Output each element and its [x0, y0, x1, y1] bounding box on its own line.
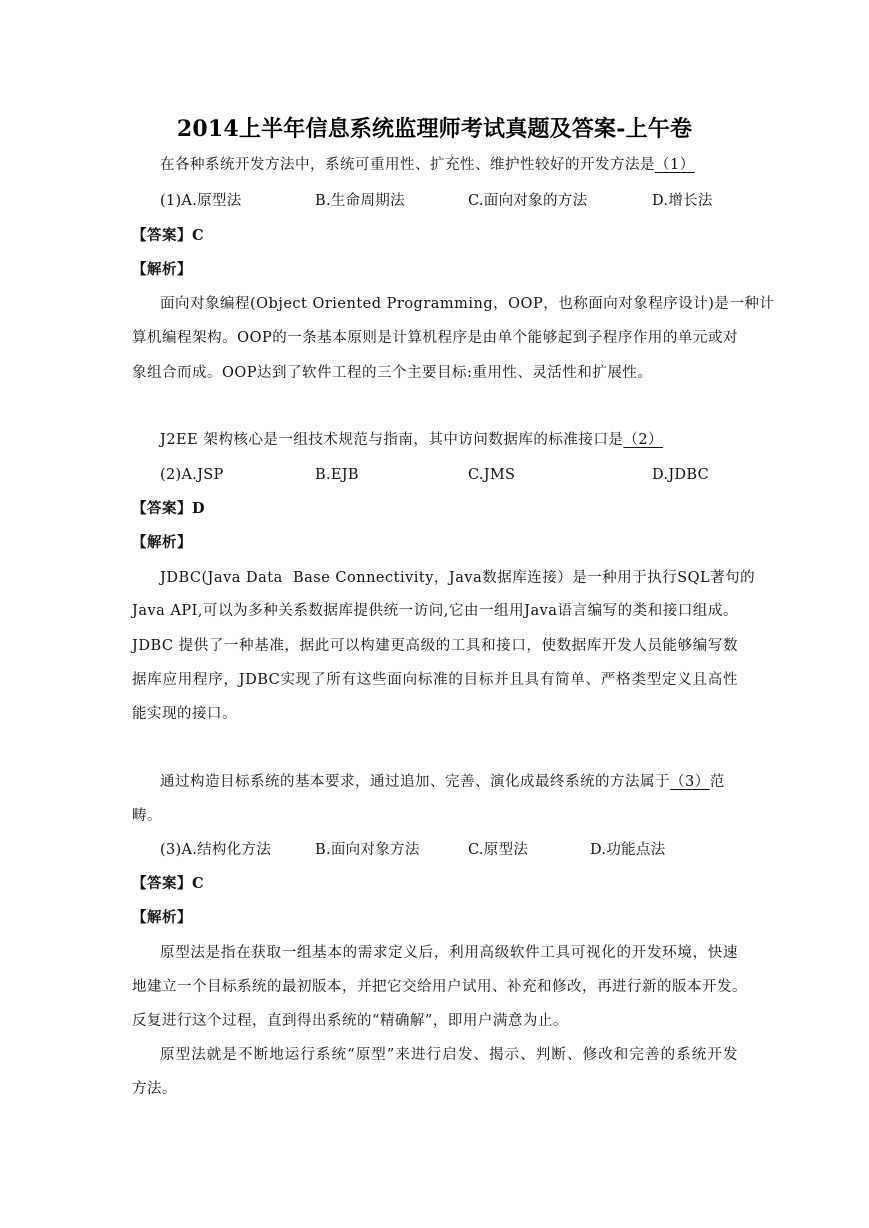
q2-analysis-line: JDBC 提供了一种基准，据此可以构建更高级的工具和接口，使数据库开发人员能够编写数	[132, 638, 738, 654]
question-2-text: J2EE 架构核心是一组技术规范与指南，其中访问数据库的标准接口是	[160, 432, 624, 448]
question-3-stem	[160, 772, 738, 792]
q2-option-c: C.JMS	[468, 467, 516, 483]
q2-answer: 【答案】D	[132, 500, 206, 517]
q2-analysis-heading: 【解析】	[132, 534, 192, 551]
q1-option-c: C.面向对象的方法	[468, 193, 588, 209]
q1-analysis-heading: 【解析】	[132, 261, 192, 278]
question-3-stem-line-2: 畴。	[132, 808, 162, 824]
q3-option-c: C.原型法	[468, 842, 529, 858]
q1-analysis-line: 面向对象编程(Object Oriented Programming，OOP，也称面向对象程序设计)是一种计	[160, 296, 775, 312]
q3-analysis-line: 原型法是指在获取一组基本的需求定义后，利用高级软件工具可视化的开发环境，快速	[160, 945, 738, 961]
q2-analysis-line: JDBC(Java Data Base Connectivity，Java数据库连接）是一种用于执行SQL著句的	[160, 570, 756, 586]
question-1-blank: （1）	[655, 157, 695, 173]
q1-option-a: (1)A.原型法	[160, 193, 242, 209]
q2-option-a: (2)A.JSP	[160, 467, 224, 483]
q2-analysis-line: Java API,可以为多种关系数据库提供统一访问,它由一组用Java语言编写的类和接口组成。	[132, 603, 738, 619]
question-1-stem	[160, 155, 738, 175]
q3-option-b: B.面向对象方法	[315, 842, 420, 858]
question-2-blank: （2）	[623, 432, 664, 448]
q2-analysis-line: 据库应用程序，JDBC实现了所有这些面向标准的目标并且具有简单、严格类型定义且高性	[132, 672, 738, 688]
q3-analysis-line: 原型法就是不断地运行系统“原型”来进行启发、揭示、判断、修改和完善的系统开发	[160, 1047, 738, 1063]
page-title: 2014上半年信息系统监理师考试真题及答案-上午卷	[176, 116, 693, 142]
q3-analysis-heading: 【解析】	[132, 909, 192, 926]
q1-analysis-line: 象组合而成。OOP达到了软件工程的三个主要目标:重用性、灵活性和扩展性。	[132, 365, 653, 381]
q3-analysis-line: 反复进行这个过程，直到得出系统的“精确解”，即用户满意为止。	[132, 1013, 568, 1029]
question-3-blank: （3）	[670, 774, 710, 790]
question-3-text: 通过构造目标系统的基本要求，通过追加、完善、演化成最终系统的方法属于	[160, 774, 670, 790]
q3-analysis-line: 地建立一个目标系统的最初版本，并把它交给用户试用、补充和修改，再进行新的版本开发。	[132, 979, 747, 995]
q2-option-b: B.EJB	[315, 467, 359, 483]
question-2-stem	[160, 430, 738, 450]
q3-option-a: (3)A.结构化方法	[160, 842, 272, 858]
q3-answer: 【答案】C	[132, 875, 205, 892]
q3-analysis-line: 方法。	[132, 1081, 177, 1097]
q1-option-b: B.生命周期法	[315, 193, 405, 209]
q3-option-d: D.功能点法	[590, 842, 666, 858]
question-3-text-end: 范	[709, 774, 725, 790]
question-1-text: 在各种系统开发方法中，系统可重用性、扩充性、维护性较好的开发方法是	[160, 157, 655, 173]
q1-answer: 【答案】C	[132, 227, 205, 244]
q2-analysis-line: 能实现的接口。	[132, 706, 237, 722]
q1-analysis-line: 算机编程架构。OOP的一条基本原则是计算机程序是由单个能够起到子程序作用的单元或对	[132, 330, 738, 346]
q2-option-d: D.JDBC	[652, 467, 709, 483]
q1-option-d: D.增长法	[652, 193, 713, 209]
